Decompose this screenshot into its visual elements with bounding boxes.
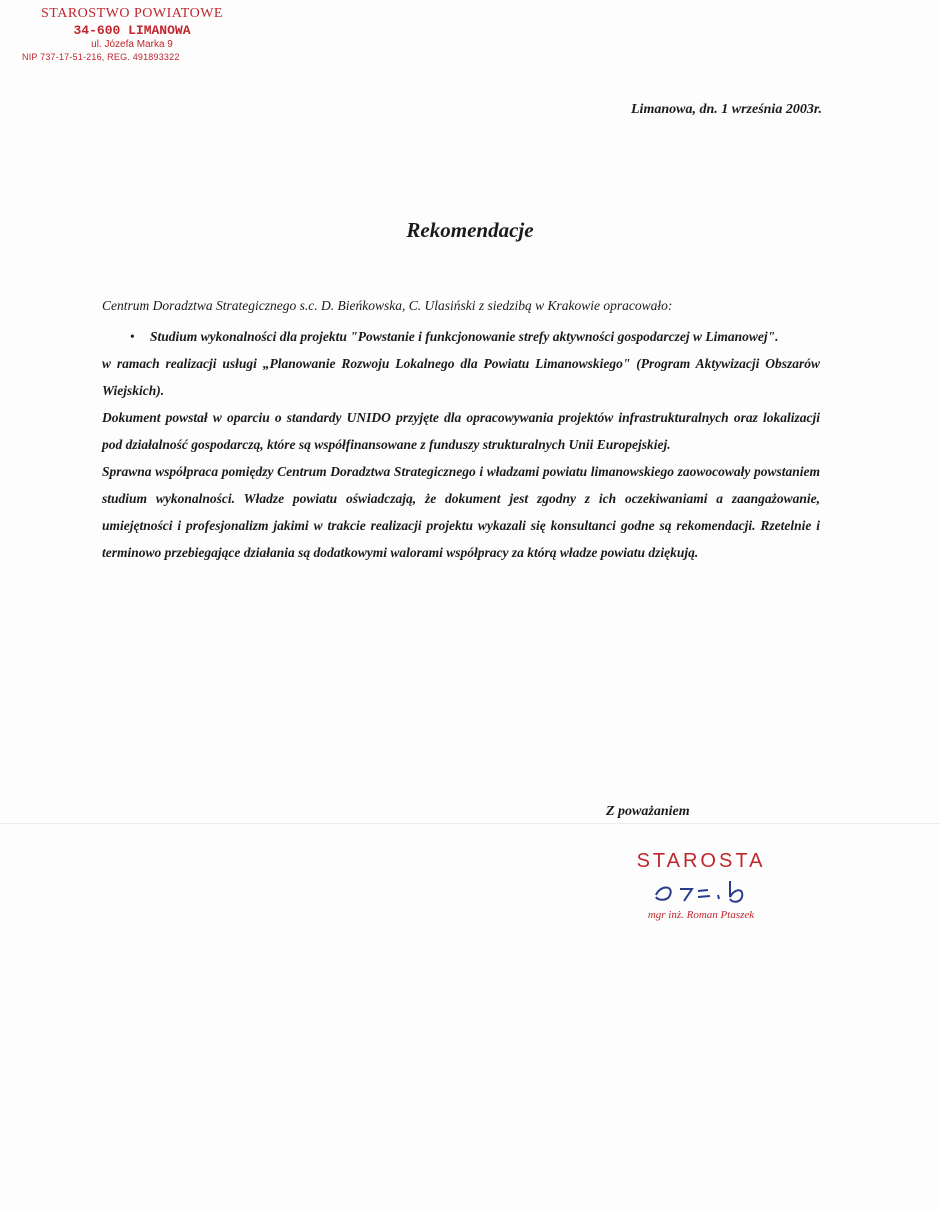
letter-title: Rekomendacje: [406, 218, 534, 242]
bullet-text: Studium wykonalności dla projektu "Powstanie i funkcjonowanie strefy aktywności gospodarczej w Limanowej".: [150, 329, 779, 344]
closing-text: Z poważaniem: [606, 804, 690, 819]
framework-paragraph: w ramach realizacji usługi „Planowanie Rozwoju Lokalnego dla Powiatu Limanowskiego" (Program Aktywizacji Obszarów Wiejskich).: [102, 356, 820, 398]
letterhead-street: ul. Józefa Marka 9: [91, 39, 173, 50]
letterhead-registry: NIP 737-17-51-216, REG. 491893322: [22, 52, 180, 62]
letter-body: [102, 292, 820, 566]
fold-line: [0, 823, 940, 824]
letterhead-postal: 34-600 LIMANOWA: [73, 23, 191, 38]
intro-paragraph: Centrum Doradztwa Strategicznego s.c. D. Bieńkowska, C. Ulasiński z siedzibą w Krakowie opracowało:: [102, 298, 673, 313]
letterhead-stamp: [22, 6, 242, 62]
standards-paragraph: Dokument powstał w oparciu o standardy UNIDO przyjęte dla opracowywania projektów infrastrukturalnych oraz lokalizacji pod działalność gospodarczą, które są współfinansowane z funduszy strukturalnych Unii Europejskiej.: [102, 410, 820, 452]
signature-stamp: [596, 850, 806, 921]
signature-title: STAROSTA: [636, 850, 766, 872]
bullet-icon: •: [130, 329, 135, 344]
cooperation-paragraph: Sprawna współpraca pomiędzy Centrum Doradztwa Strategicznego i władzami powiatu limanowskiego zaowocowały powstaniem studium wykonalności. Władze powiatu oświadczają, że dokument jest zgodny z ich oczekiwaniami a zaangażowanie, umiejętności i profesjonalizm jakimi w trakcie realizacji projektu wykazali się konsultanci godne są rekomendacji. Rzetelnie i terminowo przebiegające działania są dodatkowymi walorami współpracy za którą władze powiatu dziękują.: [102, 464, 820, 560]
handwritten-signature: [626, 873, 776, 907]
signatory-name: mgr inż. Roman Ptaszek: [647, 909, 755, 921]
letter-date: Limanowa, dn. 1 września 2003r.: [631, 102, 822, 117]
bullet-item: [130, 323, 820, 350]
letterhead-office: STAROSTWO POWIATOWE: [41, 6, 223, 21]
